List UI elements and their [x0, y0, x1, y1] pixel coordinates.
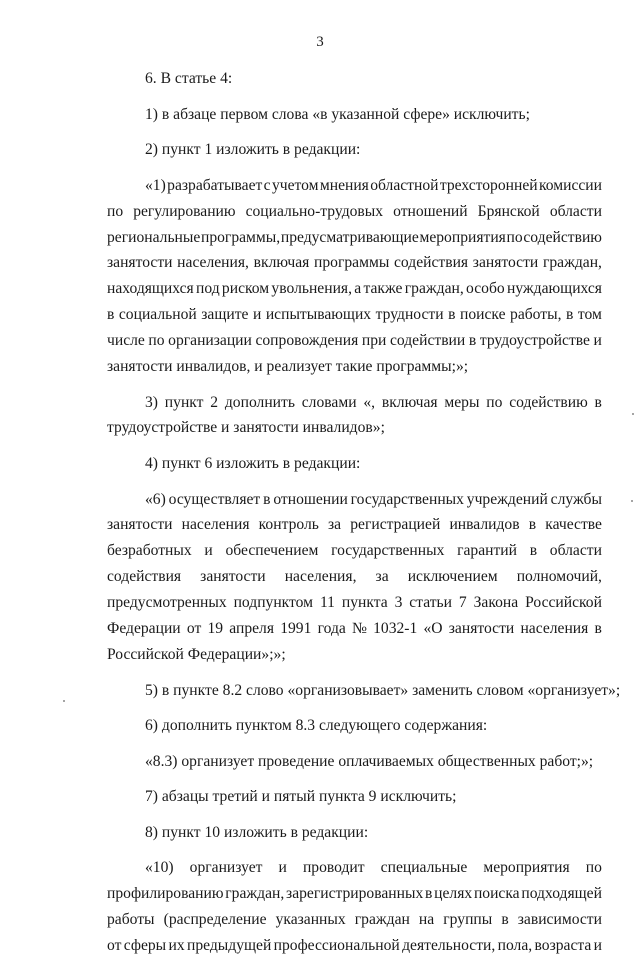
word: (распределение — [163, 911, 267, 929]
text-line: 6. В статье 4: — [145, 70, 233, 87]
word: их — [168, 937, 185, 955]
text-line: 6) дополнить пунктом 8.3 следующего содержания: — [145, 717, 488, 735]
word: защите — [201, 306, 249, 324]
word: программы, — [200, 228, 281, 246]
word: инвалидов — [449, 516, 520, 534]
text-line — [107, 590, 602, 616]
word: специальные — [380, 859, 468, 877]
text-line: 8) пункт 10 изложить в редакции: — [145, 823, 369, 841]
word: пола, — [497, 937, 533, 955]
word: за — [375, 568, 389, 586]
word: граждан, — [542, 254, 602, 272]
word: нуждающихся — [506, 280, 602, 298]
word: словами — [301, 393, 357, 411]
word: «10) — [145, 859, 174, 877]
word: населения, — [177, 254, 249, 272]
word: поиске — [459, 306, 506, 324]
word: в — [468, 332, 477, 350]
word: при — [361, 332, 387, 350]
word: службы — [550, 490, 602, 508]
word: группы — [443, 911, 493, 929]
text-line — [107, 933, 602, 959]
word: сопровождения — [255, 332, 359, 350]
word: в — [448, 306, 456, 324]
word: области — [549, 542, 602, 560]
word: 3 — [394, 594, 403, 612]
word: Брянской — [477, 202, 540, 220]
word: 1032-1 — [373, 620, 418, 638]
word: по — [506, 228, 523, 246]
word: организует — [189, 859, 263, 877]
word: учреждений — [466, 490, 548, 508]
word: в — [501, 911, 509, 929]
word: государственных — [331, 542, 445, 560]
word: в — [425, 885, 433, 903]
text-line — [107, 512, 602, 538]
word: числе — [107, 332, 145, 350]
text-line — [107, 328, 602, 354]
word: испытывающих — [265, 306, 372, 324]
text-line: трудоустройстве и занятости инвалидов»; — [107, 419, 385, 437]
text-line: занятости инвалидов, и реализует такие программы;»; — [107, 357, 469, 375]
word: года — [317, 620, 346, 638]
word: профессиональной — [273, 937, 400, 955]
word: региональные — [107, 228, 201, 246]
text-line — [107, 173, 602, 199]
word: работы, — [510, 306, 562, 324]
word: в — [263, 490, 271, 508]
word: подпунктом — [233, 594, 314, 612]
word: 7 — [458, 594, 467, 612]
word: и — [278, 859, 287, 877]
word: проводит — [302, 859, 365, 877]
text-line — [107, 616, 602, 642]
word: безработных — [107, 542, 192, 560]
text-line — [107, 199, 602, 225]
word: граждан — [354, 911, 410, 929]
word: 1991 — [280, 620, 312, 638]
word: в — [594, 620, 602, 638]
word: организации — [168, 332, 252, 350]
word: качестве — [545, 516, 602, 534]
word: по — [148, 332, 165, 350]
text-line — [107, 881, 602, 907]
word: населения — [520, 620, 589, 638]
word: статьи — [409, 594, 452, 612]
text-line — [107, 390, 602, 416]
word: за — [328, 516, 342, 534]
word: области — [549, 202, 602, 220]
word: по — [585, 859, 602, 877]
word: деятельности, — [402, 937, 496, 955]
word: мнения — [319, 176, 369, 194]
word: занятости — [200, 568, 266, 586]
word: по — [486, 393, 503, 411]
word: содействию — [523, 228, 602, 246]
word: увольнения, — [271, 280, 352, 298]
word: в — [565, 306, 574, 324]
text-line — [107, 907, 602, 933]
word: занятости — [448, 620, 515, 638]
word: отношений — [393, 202, 468, 220]
word: государственных — [350, 490, 464, 508]
word: в — [528, 516, 537, 534]
word: и — [593, 937, 602, 955]
word: № — [352, 620, 367, 638]
word: 19 — [207, 620, 224, 638]
word: работы — [107, 911, 155, 929]
word: областной — [370, 176, 439, 194]
word: населения — [181, 516, 250, 534]
word: с — [263, 176, 271, 194]
word: содействию — [509, 393, 588, 411]
word: находящихся — [107, 280, 194, 298]
word: трудоустройстве — [479, 332, 590, 350]
word: в — [529, 542, 538, 560]
word: поиска — [473, 885, 520, 903]
word: Закона — [473, 594, 519, 612]
word: занятости — [107, 254, 173, 272]
word: включая — [381, 393, 438, 411]
word: от — [186, 620, 202, 638]
text-line — [107, 225, 602, 251]
text-line — [107, 487, 602, 513]
scan-speck — [632, 413, 634, 415]
text-line — [107, 538, 602, 564]
word: занятости — [107, 516, 173, 534]
scan-speck — [631, 500, 633, 502]
word: подходящей — [521, 885, 602, 903]
word: предусмотренных — [107, 594, 227, 612]
word: разрабатывает — [167, 176, 263, 194]
word: исключением — [407, 568, 498, 586]
word: полномочий, — [516, 568, 602, 586]
word: и — [204, 542, 213, 560]
word: учетом — [271, 176, 319, 194]
word: целях — [434, 885, 473, 903]
word: социальной — [118, 306, 197, 324]
text-line: 5) в пункте 8.2 слово «организовывает» заменить словом «организует»; — [145, 681, 621, 699]
word: «О — [423, 620, 443, 638]
word: на — [418, 911, 435, 929]
page-number: 3 — [316, 34, 324, 50]
word: дополнить — [224, 393, 295, 411]
text-line — [107, 276, 602, 302]
word: от — [107, 937, 122, 955]
word: зависимости — [517, 911, 602, 929]
text-line: 2) пункт 1 изложить в редакции: — [145, 141, 361, 159]
word: регулированию — [133, 202, 236, 220]
word: регистрацией — [350, 516, 441, 534]
word: пункта — [341, 594, 388, 612]
document-body — [107, 66, 621, 959]
word: контроль — [258, 516, 319, 534]
word: занятости — [472, 254, 539, 272]
word: содействия — [394, 254, 469, 272]
text-line — [107, 302, 602, 328]
word: содействии — [389, 332, 466, 350]
word: социально-трудовых — [245, 202, 384, 220]
text-line: 7) абзацы третий и пятый пункта 9 исключить; — [145, 788, 457, 806]
word: по — [107, 202, 124, 220]
text-line — [107, 250, 602, 276]
word: Российской — [525, 594, 602, 612]
text-line: 4) пункт 6 изложить в редакции: — [145, 455, 361, 473]
word: том — [577, 306, 602, 324]
word: «, — [363, 393, 376, 411]
word: граждан, — [404, 280, 464, 298]
word: трехсторонней — [439, 176, 538, 194]
word: населения, — [284, 568, 357, 586]
word: риском — [221, 280, 270, 298]
word: программы — [314, 254, 390, 272]
word: пункт — [164, 393, 204, 411]
word: трудности — [375, 306, 444, 324]
word: возраста — [534, 937, 592, 955]
word: в — [107, 306, 115, 324]
word: включая — [253, 254, 310, 272]
word: профилированию — [107, 885, 224, 903]
word: гарантий — [457, 542, 517, 560]
text-line — [107, 564, 602, 590]
word: под — [196, 280, 220, 298]
word: в — [594, 393, 602, 411]
word: и — [593, 332, 602, 350]
text-line: Российской Федерации»;»; — [107, 645, 286, 663]
word: и — [252, 306, 262, 324]
word: также — [363, 280, 403, 298]
word: 11 — [319, 594, 335, 612]
word: апреля — [229, 620, 274, 638]
word: Федерации — [107, 620, 181, 638]
word: содействия — [107, 568, 182, 586]
word: осуществляет — [168, 490, 261, 508]
word: отношении — [273, 490, 348, 508]
word: предусматривающие — [280, 228, 419, 246]
word: комиссии — [538, 176, 602, 194]
word: сферы — [123, 937, 167, 955]
word: 3) — [145, 393, 158, 411]
word: зарегистрированных — [286, 885, 424, 903]
scan-speck — [63, 700, 65, 702]
word: особо — [466, 280, 505, 298]
text-line — [107, 855, 602, 881]
word: мероприятия — [483, 859, 570, 877]
word: граждан, — [225, 885, 285, 903]
word: «1) — [145, 176, 166, 194]
word: предыдущей — [187, 937, 272, 955]
word: обеспечением — [225, 542, 319, 560]
text-line: «8.3) организует проведение оплачиваемых общественных работ;»; — [145, 752, 594, 770]
word: указанных — [275, 911, 346, 929]
word: мероприятия — [419, 228, 506, 246]
word: а — [354, 280, 362, 298]
word: меры — [444, 393, 480, 411]
word: 2 — [210, 393, 219, 411]
word: «6) — [145, 490, 166, 508]
text-line: 1) в абзаце первом слова «в указанной сфере» исключить; — [145, 105, 530, 123]
